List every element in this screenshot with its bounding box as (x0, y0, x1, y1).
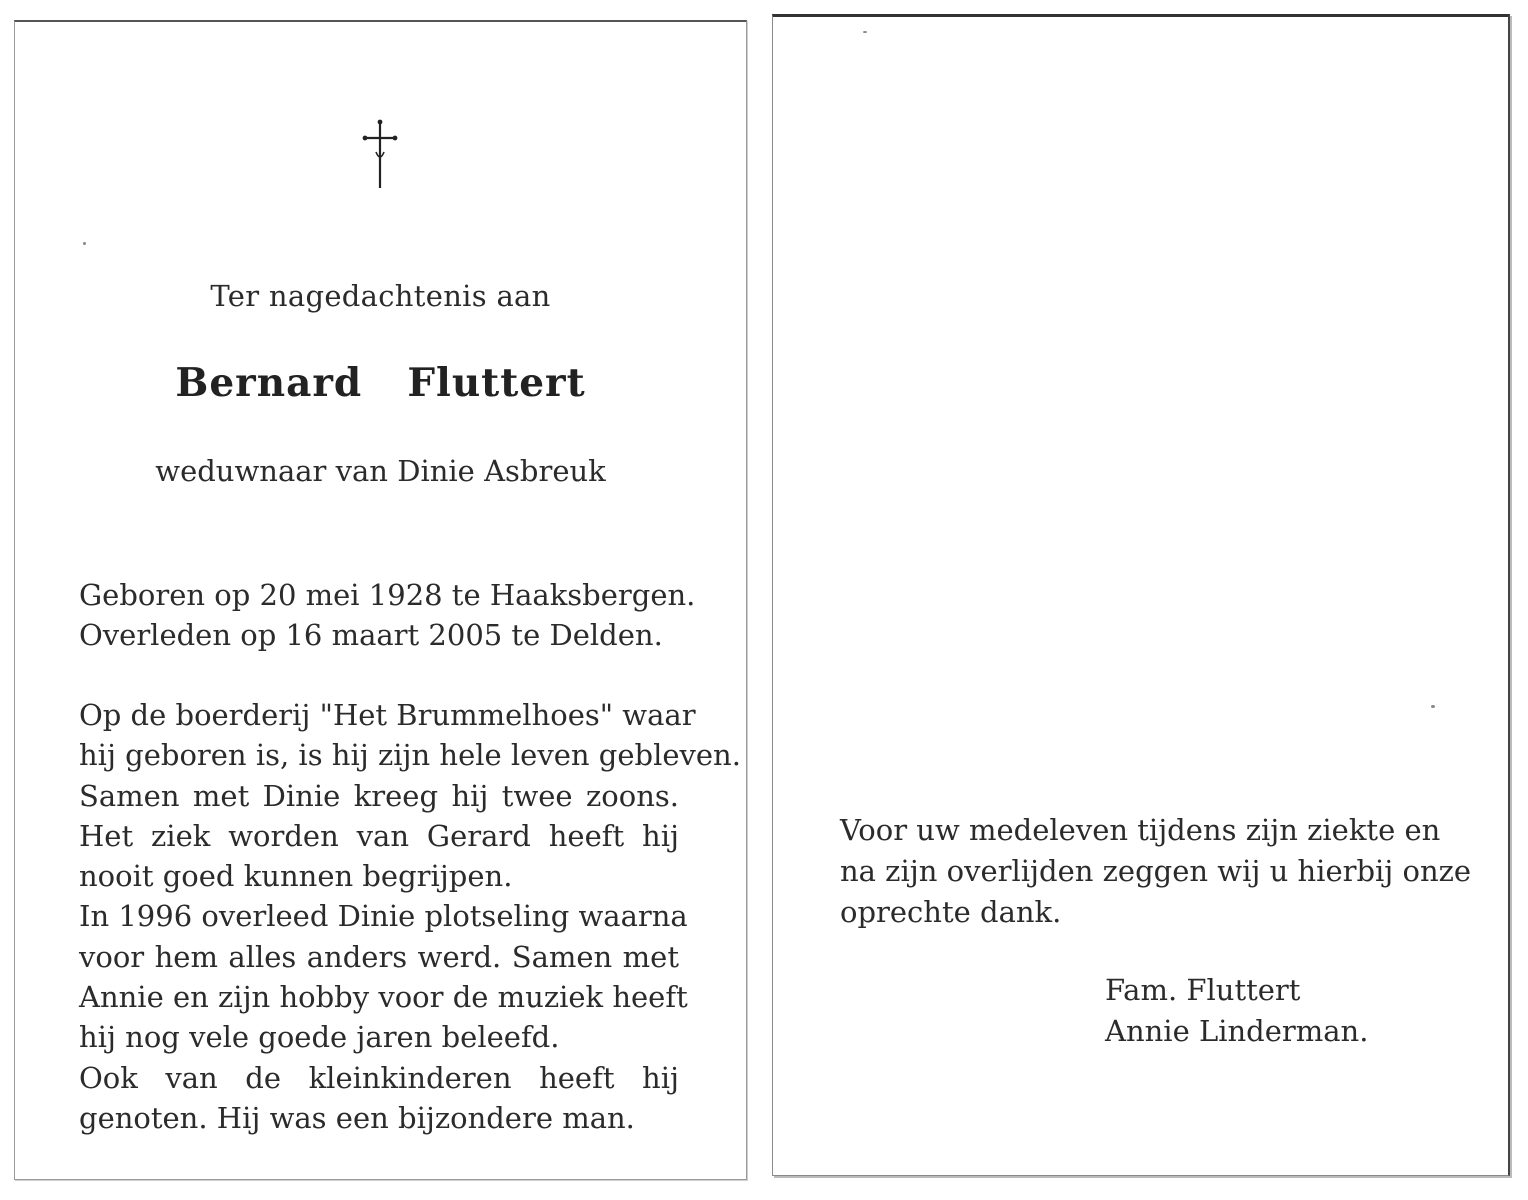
paper-speck (863, 31, 867, 33)
bio-line: nooit goed kunnen begrijpen. (79, 859, 513, 894)
widower-subtitle: weduwnaar van Dinie Asbreuk (155, 454, 606, 488)
family-signature: Fam. Fluttert (1105, 973, 1301, 1007)
bio-line: genoten. Hij was een bijzondere man. (79, 1100, 635, 1135)
paper-speck (83, 242, 86, 245)
bio-line: Het ziek worden van Gerard heeft hij (79, 818, 679, 853)
deceased-name: Bernard Fluttert (175, 360, 586, 406)
bio-line: voor hem alles anders werd. Samen met (79, 939, 679, 974)
death-line: Overleden op 16 maart 2005 te Delden. (79, 618, 663, 652)
signature-block (1105, 970, 1368, 1052)
memorial-card-back (772, 14, 1510, 1176)
life-dates (79, 575, 696, 655)
birth-line: Geboren op 20 mei 1928 te Haaksbergen. (79, 578, 696, 612)
bio-line: Ook van de kleinkinderen heeft hij (79, 1060, 679, 1095)
thanks-paragraph (840, 810, 1472, 933)
partner-signature: Annie Linderman. (1105, 1014, 1369, 1048)
biography-paragraph (79, 695, 741, 1138)
bio-line: In 1996 overleed Dinie plotseling waarna (79, 899, 688, 934)
bio-line: hij nog vele goede jaren beleefd. (79, 1020, 560, 1055)
bio-line: Annie en zijn hobby voor de muziek heeft (79, 980, 688, 1015)
thanks-line: oprechte dank. (840, 895, 1062, 929)
thanks-line: na zijn overlijden zeggen wij u hierbij onze (840, 854, 1472, 888)
cross-icon (360, 118, 400, 190)
thanks-line: Voor uw medeleven tijdens zijn ziekte en (840, 813, 1441, 847)
bio-line: hij geboren is, is hij zijn hele leven gebleven. (79, 738, 741, 773)
memorial-card-front (14, 20, 747, 1180)
paper-speck (1431, 705, 1435, 708)
intro-text: Ter nagedachtenis aan (210, 279, 551, 313)
bio-line: Samen met Dinie kreeg hij twee zoons. (79, 778, 679, 813)
bio-line: Op de boerderij "Het Brummelhoes" waar (79, 698, 696, 732)
